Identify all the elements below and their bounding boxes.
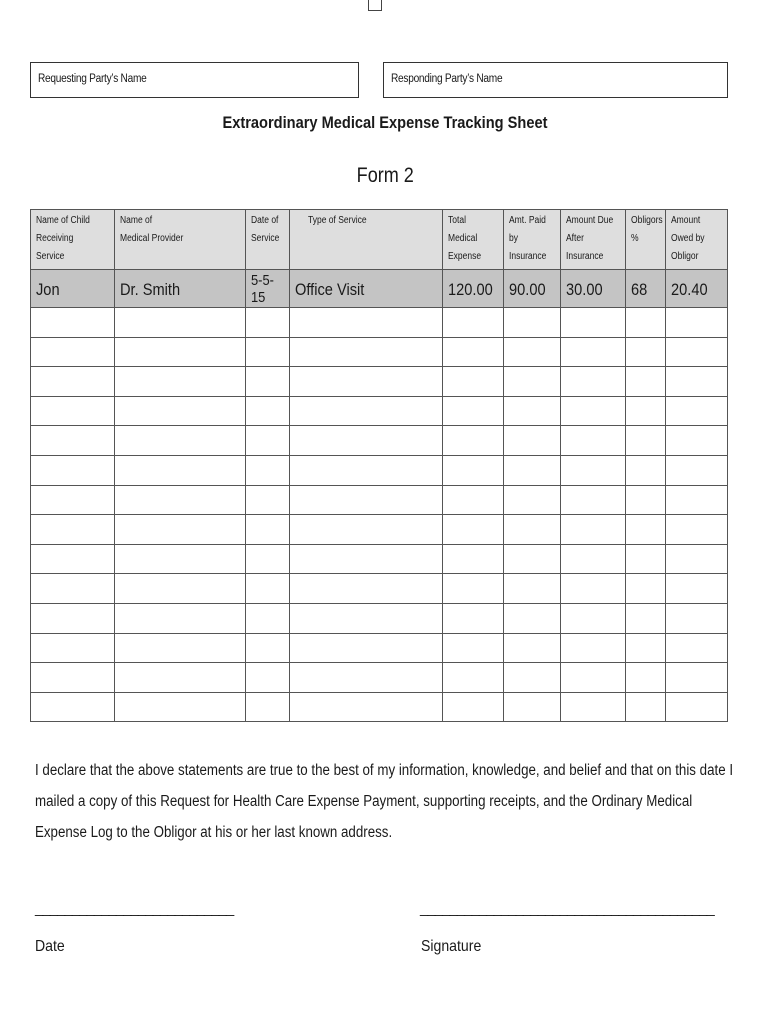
table-cell[interactable] (115, 603, 246, 633)
table-cell[interactable] (561, 308, 626, 338)
table-cell[interactable] (666, 426, 728, 456)
date-label: Date (35, 938, 65, 955)
table-cell[interactable] (246, 603, 290, 633)
table-cell[interactable] (504, 574, 561, 604)
table-cell[interactable] (666, 367, 728, 397)
requesting-party-field[interactable] (30, 62, 359, 98)
table-cell[interactable] (443, 574, 504, 604)
expense-table (30, 209, 728, 722)
table-cell[interactable] (290, 515, 443, 545)
table-cell[interactable] (246, 396, 290, 426)
table-cell[interactable] (115, 396, 246, 426)
page-title: Extraordinary Medical Expense Tracking Sheet (222, 113, 548, 132)
table-cell[interactable] (290, 455, 443, 485)
table-cell[interactable] (246, 337, 290, 367)
table-cell[interactable] (504, 692, 561, 722)
table-cell[interactable] (626, 337, 666, 367)
table-cell[interactable] (504, 426, 561, 456)
table-cell[interactable] (443, 603, 504, 633)
table-cell[interactable] (31, 692, 115, 722)
table-cell[interactable] (626, 633, 666, 663)
col-header-child: Name of Child Receiving Service (31, 210, 115, 270)
table-cell[interactable] (443, 515, 504, 545)
checkbox-mark (368, 0, 382, 11)
table-cell[interactable] (443, 633, 504, 663)
table-cell[interactable] (290, 574, 443, 604)
table-cell[interactable] (246, 544, 290, 574)
table-cell[interactable] (561, 367, 626, 397)
table-row (31, 663, 728, 693)
table-cell[interactable] (626, 692, 666, 722)
table-cell[interactable] (115, 663, 246, 693)
table-cell[interactable] (290, 603, 443, 633)
table-row (31, 603, 728, 633)
table-cell[interactable] (115, 633, 246, 663)
table-cell[interactable] (290, 485, 443, 515)
table-cell[interactable] (290, 692, 443, 722)
table-row (31, 396, 728, 426)
signature-label: Signature (421, 938, 482, 955)
table-cell[interactable] (626, 308, 666, 338)
table-cell[interactable] (31, 455, 115, 485)
table-cell[interactable] (504, 485, 561, 515)
table-cell[interactable] (31, 515, 115, 545)
table-row (31, 574, 728, 604)
table-cell[interactable] (443, 663, 504, 693)
table-cell[interactable] (115, 515, 246, 545)
table-cell[interactable] (666, 574, 728, 604)
table-cell[interactable] (626, 396, 666, 426)
table-row (31, 426, 728, 456)
table-cell[interactable] (504, 308, 561, 338)
table-cell[interactable] (504, 367, 561, 397)
table-cell[interactable] (504, 633, 561, 663)
table-row (31, 308, 728, 338)
table-cell[interactable] (666, 633, 728, 663)
table-cell[interactable] (561, 337, 626, 367)
table-cell[interactable] (31, 603, 115, 633)
table-cell[interactable] (626, 574, 666, 604)
table-cell[interactable] (31, 633, 115, 663)
table-cell[interactable] (246, 574, 290, 604)
table-cell[interactable] (31, 574, 115, 604)
table-cell[interactable] (504, 663, 561, 693)
table-row (31, 455, 728, 485)
table-cell[interactable] (290, 633, 443, 663)
col-header-obligor-percent: Obligors % (626, 210, 666, 270)
table-cell[interactable] (31, 337, 115, 367)
cell-child[interactable]: Jon (31, 270, 115, 308)
col-header-type: Type of Service (290, 210, 443, 270)
col-header-date: Date of Service (246, 210, 290, 270)
table-cell[interactable] (626, 603, 666, 633)
cell-provider[interactable]: Dr. Smith (115, 270, 246, 308)
form-number: Form 2 (356, 164, 414, 187)
table-cell[interactable] (115, 426, 246, 456)
table-cell[interactable] (666, 485, 728, 515)
responding-party-label: Responding Party’s Name (391, 73, 503, 85)
table-cell[interactable] (666, 337, 728, 367)
table-cell[interactable] (561, 396, 626, 426)
table-cell[interactable] (115, 367, 246, 397)
table-cell[interactable] (666, 308, 728, 338)
table-cell[interactable] (666, 396, 728, 426)
table-row (31, 633, 728, 663)
table-cell[interactable] (561, 574, 626, 604)
table-cell[interactable] (561, 692, 626, 722)
table-cell[interactable] (626, 515, 666, 545)
date-line[interactable]: ___________________________ (35, 900, 234, 917)
cell-insurance-paid[interactable]: 90.00 (504, 270, 561, 308)
table-cell[interactable] (666, 455, 728, 485)
table-cell[interactable] (246, 426, 290, 456)
table-cell[interactable] (115, 485, 246, 515)
table-cell[interactable] (246, 515, 290, 545)
table-cell[interactable] (443, 544, 504, 574)
cell-amount-owed[interactable]: 20.40 (666, 270, 728, 308)
table-cell[interactable] (115, 308, 246, 338)
col-header-insurance-paid: Amt. Paid by Insurance (504, 210, 561, 270)
table-row (31, 337, 728, 367)
table-cell[interactable] (626, 455, 666, 485)
table-cell[interactable] (561, 633, 626, 663)
table-cell[interactable] (504, 396, 561, 426)
table-cell[interactable] (290, 337, 443, 367)
table-cell[interactable] (115, 544, 246, 574)
cell-amount-due[interactable]: 30.00 (561, 270, 626, 308)
table-row (31, 515, 728, 545)
table-cell[interactable] (290, 426, 443, 456)
table-cell[interactable] (561, 515, 626, 545)
table-row (31, 367, 728, 397)
table-cell[interactable] (290, 367, 443, 397)
table-cell[interactable] (31, 396, 115, 426)
table-cell[interactable] (626, 426, 666, 456)
table-cell[interactable] (31, 308, 115, 338)
table-cell[interactable] (31, 485, 115, 515)
table-cell[interactable] (666, 515, 728, 545)
table-cell[interactable] (561, 485, 626, 515)
col-header-amount-due: Amount Due After Insurance (561, 210, 626, 270)
table-cell[interactable] (290, 308, 443, 338)
table-cell[interactable] (290, 663, 443, 693)
responding-party-field[interactable] (383, 62, 728, 98)
table-cell[interactable] (504, 544, 561, 574)
col-header-provider: Name of Medical Provider (115, 210, 246, 270)
table-row (31, 270, 728, 308)
table-cell[interactable] (115, 455, 246, 485)
table-row (31, 544, 728, 574)
table-cell[interactable] (31, 544, 115, 574)
table-cell[interactable] (666, 692, 728, 722)
table-cell[interactable] (666, 663, 728, 693)
table-cell[interactable] (31, 426, 115, 456)
table-cell[interactable] (626, 367, 666, 397)
table-cell[interactable] (246, 663, 290, 693)
table-cell[interactable] (666, 603, 728, 633)
table-cell[interactable] (626, 544, 666, 574)
table-cell[interactable] (246, 692, 290, 722)
table-cell[interactable] (115, 337, 246, 367)
table-cell[interactable] (246, 455, 290, 485)
table-cell[interactable] (443, 396, 504, 426)
table-cell[interactable] (290, 396, 443, 426)
table-cell[interactable] (561, 455, 626, 485)
table-cell[interactable] (666, 544, 728, 574)
table-cell[interactable] (443, 455, 504, 485)
table-cell[interactable] (290, 544, 443, 574)
table-cell[interactable] (561, 426, 626, 456)
table-cell[interactable] (443, 692, 504, 722)
table-cell[interactable] (504, 603, 561, 633)
table-cell[interactable] (561, 544, 626, 574)
table-cell[interactable] (443, 337, 504, 367)
cell-total[interactable]: 120.00 (443, 270, 504, 308)
table-cell[interactable] (561, 603, 626, 633)
table-cell[interactable] (246, 633, 290, 663)
table-cell[interactable] (626, 663, 666, 693)
table-cell[interactable] (504, 455, 561, 485)
table-cell[interactable] (504, 515, 561, 545)
table-cell[interactable] (504, 337, 561, 367)
requesting-party-label: Requesting Party’s Name (38, 73, 147, 85)
cell-obligor-percent[interactable]: 68 (626, 270, 666, 308)
table-cell[interactable] (246, 308, 290, 338)
col-header-amount-owed: Amount Owed by Obligor (666, 210, 728, 270)
cell-type[interactable]: Office Visit (290, 270, 443, 308)
signature-line[interactable]: ________________________________________ (420, 900, 714, 917)
col-header-total: Total Medical Expense (443, 210, 504, 270)
table-cell[interactable] (443, 308, 504, 338)
table-cell[interactable] (31, 663, 115, 693)
cell-date[interactable]: 5-5-15 (246, 270, 290, 308)
table-cell[interactable] (246, 485, 290, 515)
table-cell[interactable] (626, 485, 666, 515)
declaration-text: I declare that the above statements are true to the best of my information, knowledge, and belief and that on this date I mailed a copy of this Request for Health Care Expense Payment, supporting receipts, and the Ordinary Medical Expense Log to the Obligor at his or her last known address. (35, 762, 734, 841)
table-cell[interactable] (246, 367, 290, 397)
table-row (31, 485, 728, 515)
table-header-row (31, 210, 728, 270)
table-cell[interactable] (443, 485, 504, 515)
table-cell[interactable] (561, 663, 626, 693)
table-cell[interactable] (115, 574, 246, 604)
table-row (31, 692, 728, 722)
table-cell[interactable] (443, 367, 504, 397)
table-cell[interactable] (115, 692, 246, 722)
table-cell[interactable] (443, 426, 504, 456)
table-cell[interactable] (31, 367, 115, 397)
